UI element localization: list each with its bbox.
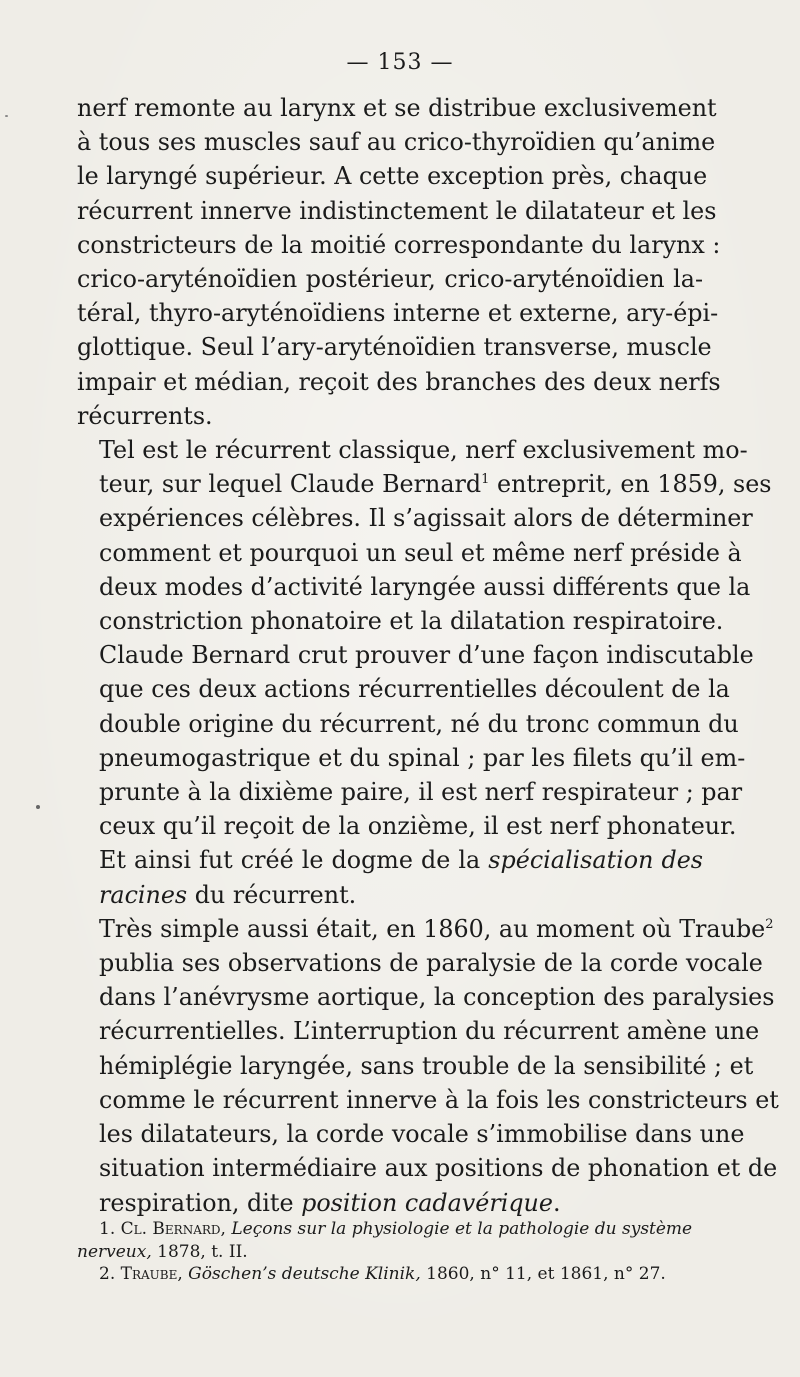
scan-speck <box>36 805 40 809</box>
body-text <box>77 91 779 1220</box>
text-line: expériences célèbres. Il s’agissait alors de déterminer <box>99 504 753 533</box>
scan-speck <box>5 115 8 117</box>
text-line: le laryngé supérieur. A cette exception près, chaque <box>77 162 708 191</box>
text-span: Et ainsi fut créé le dogme de la <box>99 846 489 875</box>
text-span: respiration, dite <box>99 1188 302 1217</box>
text-span: . <box>552 1188 561 1217</box>
text-span: entreprit, en 1859, ses <box>489 470 772 499</box>
footnote-2 <box>77 1263 703 1286</box>
italic-span: spécialisation des <box>488 846 704 875</box>
footnote-ref-2: 2 <box>765 916 774 932</box>
footnote-number: 1. <box>99 1219 121 1239</box>
text-line <box>77 1186 703 1220</box>
text-line: prunte à la dixième paire, il est nerf respirateur ; par <box>99 778 743 807</box>
text-line: dans l’anévrysme aortique, la conception des paralysies <box>99 983 775 1012</box>
text-line: ceux qu’il reçoit de la onzième, il est nerf phonateur. <box>99 812 737 841</box>
footnote-details: 1860, n° 11, et 1861, n° 27. <box>420 1264 666 1284</box>
italic-span: racines <box>99 880 188 909</box>
text-line: les dilatateurs, la corde vocale s’immobilise dans une <box>99 1120 745 1149</box>
text-line: Claude Bernard crut prouver d’une façon indiscutable <box>99 641 754 670</box>
text-line: situation intermédiaire aux positions de phonation et de <box>99 1154 778 1183</box>
text-line: pneumogastrique et du spinal ; par les filets qu’il em- <box>99 743 746 772</box>
text-line: publia ses observations de paralysie de la corde vocale <box>99 949 763 978</box>
text-line: double origine du récurrent, né du tronc commun du <box>99 709 739 738</box>
text-line: téral, thyro-aryténoïdiens interne et externe, ary-épi- <box>77 299 719 328</box>
footnote-title-cont: nerveux, <box>77 1241 152 1262</box>
page-number: — 153 — <box>346 50 454 75</box>
footnote-title: Leçons sur la physiologie et la pathologie du système <box>225 1219 693 1239</box>
text-line <box>77 912 774 946</box>
footnote-author: Traube, <box>120 1264 183 1284</box>
italic-span: position cadavérique <box>301 1188 553 1217</box>
text-line: à tous ses muscles sauf au crico-thyroïdien qu’anime <box>77 128 716 157</box>
text-span: Très simple aussi était, en 1860, au moment où Traube <box>99 914 766 943</box>
text-line: deux modes d’activité laryngée aussi différents que la <box>99 572 751 601</box>
footnotes <box>77 1218 703 1286</box>
text-span: du récurrent. <box>187 880 357 909</box>
text-line <box>77 843 703 877</box>
footnote-author: Cl. Bernard, <box>120 1219 226 1239</box>
text-line: récurrents. <box>77 401 213 430</box>
text-line: constricteurs de la moitié correspondante du larynx : <box>77 230 721 259</box>
text-line: récurrentielles. L’interruption du récurrent amène une <box>99 1017 760 1046</box>
text-line: comme le récurrent innerve à la fois les constricteurs et <box>99 1085 779 1114</box>
text-line: glottique. Seul l’ary-aryténoïdien transverse, muscle <box>77 333 712 362</box>
text-line: nerf remonte au larynx et se distribue exclusivement <box>77 94 717 122</box>
footnote-number: 2. <box>99 1264 121 1284</box>
footnote-details: 1878, t. II. <box>151 1241 248 1262</box>
text-span: teur, sur lequel Claude Bernard <box>99 470 482 499</box>
text-line: constriction phonatoire et la dilatation respiratoire. <box>99 607 724 636</box>
footnote-title: Göschen’s deutsche Klinik, <box>182 1264 421 1284</box>
text-line: récurrent innerve indistinctement le dilatateur et les <box>77 196 717 225</box>
text-line: que ces deux actions récurrentielles découlent de la <box>99 675 730 704</box>
paragraph-2 <box>77 433 772 912</box>
text-line: impair et médian, reçoit des branches des deux nerfs <box>77 367 721 396</box>
paragraph-3 <box>77 912 779 1220</box>
text-line <box>77 878 703 912</box>
paragraph-1 <box>77 91 721 433</box>
footnote-ref-1: 1 <box>481 472 490 488</box>
text-line: hémiplégie laryngée, sans trouble de la sensibilité ; et <box>99 1051 754 1080</box>
text-line: Tel est le récurrent classique, nerf exclusivement mo- <box>99 436 748 465</box>
text-line <box>77 467 772 501</box>
footnote-1 <box>77 1218 703 1263</box>
text-line: comment et pourquoi un seul et même nerf préside à <box>99 538 742 567</box>
text-line: crico-aryténoïdien postérieur, crico-aryténoïdien la- <box>77 265 703 294</box>
